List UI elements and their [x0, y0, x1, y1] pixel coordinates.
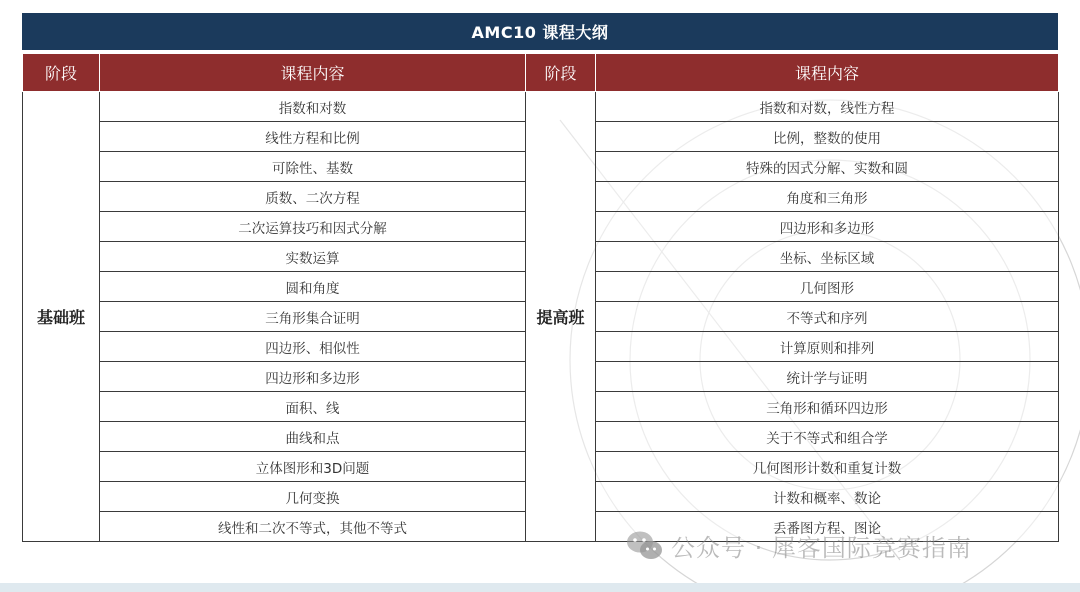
basic-item: 几何变换 — [100, 482, 526, 512]
header-content-left: 课程内容 — [100, 54, 526, 92]
header-stage-left: 阶段 — [23, 54, 100, 92]
basic-item: 四边形和多边形 — [100, 362, 526, 392]
basic-item: 圆和角度 — [100, 272, 526, 302]
bottom-band — [0, 583, 1080, 592]
syllabus-container — [22, 13, 1058, 542]
advanced-item: 三角形和循环四边形 — [596, 392, 1059, 422]
basic-item: 立体图形和3D问题 — [100, 452, 526, 482]
advanced-item: 统计学与证明 — [596, 362, 1059, 392]
advanced-item: 角度和三角形 — [596, 182, 1059, 212]
basic-item: 二次运算技巧和因式分解 — [100, 212, 526, 242]
basic-item: 四边形、相似性 — [100, 332, 526, 362]
advanced-item: 计数和概率、数论 — [596, 482, 1059, 512]
basic-item: 实数运算 — [100, 242, 526, 272]
page-title: AMC10 课程大纲 — [22, 13, 1058, 50]
stage-basic: 基础班 — [23, 92, 100, 542]
advanced-item: 坐标、坐标区域 — [596, 242, 1059, 272]
advanced-item: 不等式和序列 — [596, 302, 1059, 332]
advanced-item: 几何图形计数和重复计数 — [596, 452, 1059, 482]
header-content-right: 课程内容 — [596, 54, 1059, 92]
advanced-item: 指数和对数，线性方程 — [596, 92, 1059, 122]
basic-item: 曲线和点 — [100, 422, 526, 452]
header-stage-right: 阶段 — [526, 54, 596, 92]
advanced-item: 四边形和多边形 — [596, 212, 1059, 242]
advanced-item: 关于不等式和组合学 — [596, 422, 1059, 452]
basic-item: 质数、二次方程 — [100, 182, 526, 212]
syllabus-table — [22, 53, 1059, 542]
basic-item: 线性方程和比例 — [100, 122, 526, 152]
advanced-item: 特殊的因式分解、实数和圆 — [596, 152, 1059, 182]
basic-item: 可除性、基数 — [100, 152, 526, 182]
basic-item: 三角形集合证明 — [100, 302, 526, 332]
advanced-item: 丢番图方程、图论 — [596, 512, 1059, 542]
header-row — [23, 54, 1059, 92]
advanced-item: 比例，整数的使用 — [596, 122, 1059, 152]
table-row — [23, 92, 1059, 122]
stage-advanced: 提高班 — [526, 92, 596, 542]
basic-item: 指数和对数 — [100, 92, 526, 122]
basic-item: 线性和二次不等式，其他不等式 — [100, 512, 526, 542]
advanced-item: 计算原则和排列 — [596, 332, 1059, 362]
watermark-text: 公众号 · 犀客国际竞赛指南 — [671, 534, 972, 562]
advanced-item: 几何图形 — [596, 272, 1059, 302]
basic-item: 面积、线 — [100, 392, 526, 422]
